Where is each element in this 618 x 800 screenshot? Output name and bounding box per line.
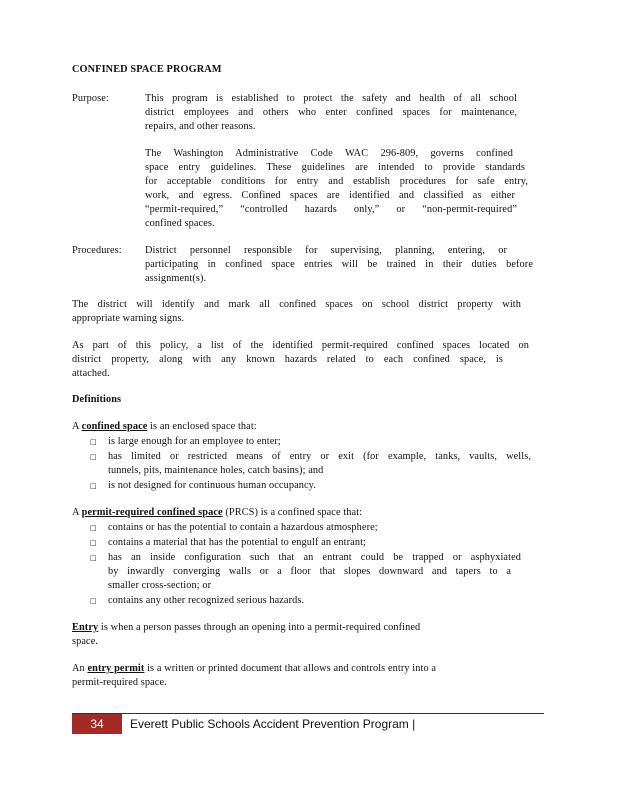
footer-page-number: 34: [90, 717, 104, 731]
procedures-label: Procedures:: [72, 245, 122, 256]
purpose-label: Purpose:: [72, 93, 109, 104]
bullet-icon: □: [90, 597, 97, 605]
purpose-p2-line6: confined spaces.: [145, 218, 215, 229]
def-confined-b2-line1: has limited or restricted means of entry or exit (for example, tanks, vaults, wells,: [108, 451, 531, 462]
def-entry-line2: space.: [72, 636, 99, 647]
identify-line2: appropriate warning signs.: [72, 313, 185, 324]
def-prcs-b1: contains or has the potential to contain a hazardous atmosphere;: [108, 522, 378, 533]
def-prcs-intro: A permit-required confined space (PRCS) is a confined space that:: [72, 507, 363, 518]
def-confined-term: confined space: [81, 421, 148, 432]
bullet-icon: □: [90, 554, 97, 562]
purpose-p2-line1: The Washington Administrative Code WAC 296-809, governs confined: [145, 148, 513, 159]
list-line3: attached.: [72, 368, 110, 379]
purpose-p1-line3: repairs, and other reasons.: [145, 121, 256, 132]
def-permit-term: entry permit: [87, 663, 145, 674]
bullet-icon: □: [90, 453, 97, 461]
def-prcs-b3-line1: has an inside configuration such that an entrant could be trapped or asphyxiated: [108, 552, 521, 563]
def-confined-b3: is not designed for continuous human occupancy.: [108, 480, 316, 491]
def-prcs-term: permit-required confined space: [81, 507, 223, 518]
identify-line1: The district will identify and mark all confined spaces on school district property with: [72, 299, 521, 310]
def-prcs-b3-line2: by inwardly converging walls or a floor that slopes downward and tapers to a: [108, 566, 511, 577]
def-prcs-b3-line3: smaller cross-section; or: [108, 580, 212, 591]
def-entry-line1: Entry is when a person passes through an opening into a permit-required confined: [72, 622, 421, 633]
purpose-p1-line2: district employees and others who enter confined spaces for maintenance,: [145, 107, 517, 118]
list-line1: As part of this policy, a list of the identified permit-required confined spaces located on: [72, 340, 529, 351]
list-line2: district property, along with any known hazards related to each confined space, is: [72, 354, 503, 365]
bullet-icon: □: [90, 482, 97, 490]
procedures-line1: District personnel responsible for supervising, planning, entering, or: [145, 245, 507, 256]
bullet-icon: □: [90, 438, 97, 446]
bullet-icon: □: [90, 524, 97, 532]
def-prcs-b2: contains a material that has the potential to engulf an entrant;: [108, 537, 367, 548]
purpose-p2-line5: “permit-required,” “controlled hazards only,” or “non-permit-required”: [145, 204, 517, 215]
def-confined-intro: A confined space is an enclosed space that:: [72, 421, 257, 432]
def-confined-b2-line2: tunnels, pits, maintenance holes, catch basins); and: [108, 465, 324, 476]
page-heading: CONFINED SPACE PROGRAM: [72, 64, 222, 75]
procedures-line2: participating in confined space entries will be trained in their duties before: [145, 259, 533, 270]
procedures-line3: assignment(s).: [145, 273, 207, 284]
def-entry-term: Entry: [72, 622, 99, 633]
purpose-p2-line2: space entry guidelines. These guidelines are intended to provide standards: [145, 162, 525, 173]
def-confined-b1: is large enough for an employee to enter;: [108, 436, 281, 447]
purpose-p2-line3: for acceptable conditions for entry and establish procedures for safe entry,: [145, 176, 528, 187]
def-permit-line1: An entry permit is a written or printed document that allows and controls entry into a: [72, 663, 437, 674]
footer-title: Everett Public Schools Accident Prevention Program |: [130, 717, 416, 731]
purpose-p1-line1: This program is established to protect the safety and health of all school: [145, 93, 517, 104]
def-permit-line2: permit-required space.: [72, 677, 167, 688]
purpose-p2-line4: work, and egress. Confined spaces are identified and classified as either: [145, 190, 515, 201]
def-prcs-b4: contains any other recognized serious hazards.: [108, 595, 305, 606]
definitions-heading: Definitions: [72, 394, 122, 405]
bullet-icon: □: [90, 539, 97, 547]
